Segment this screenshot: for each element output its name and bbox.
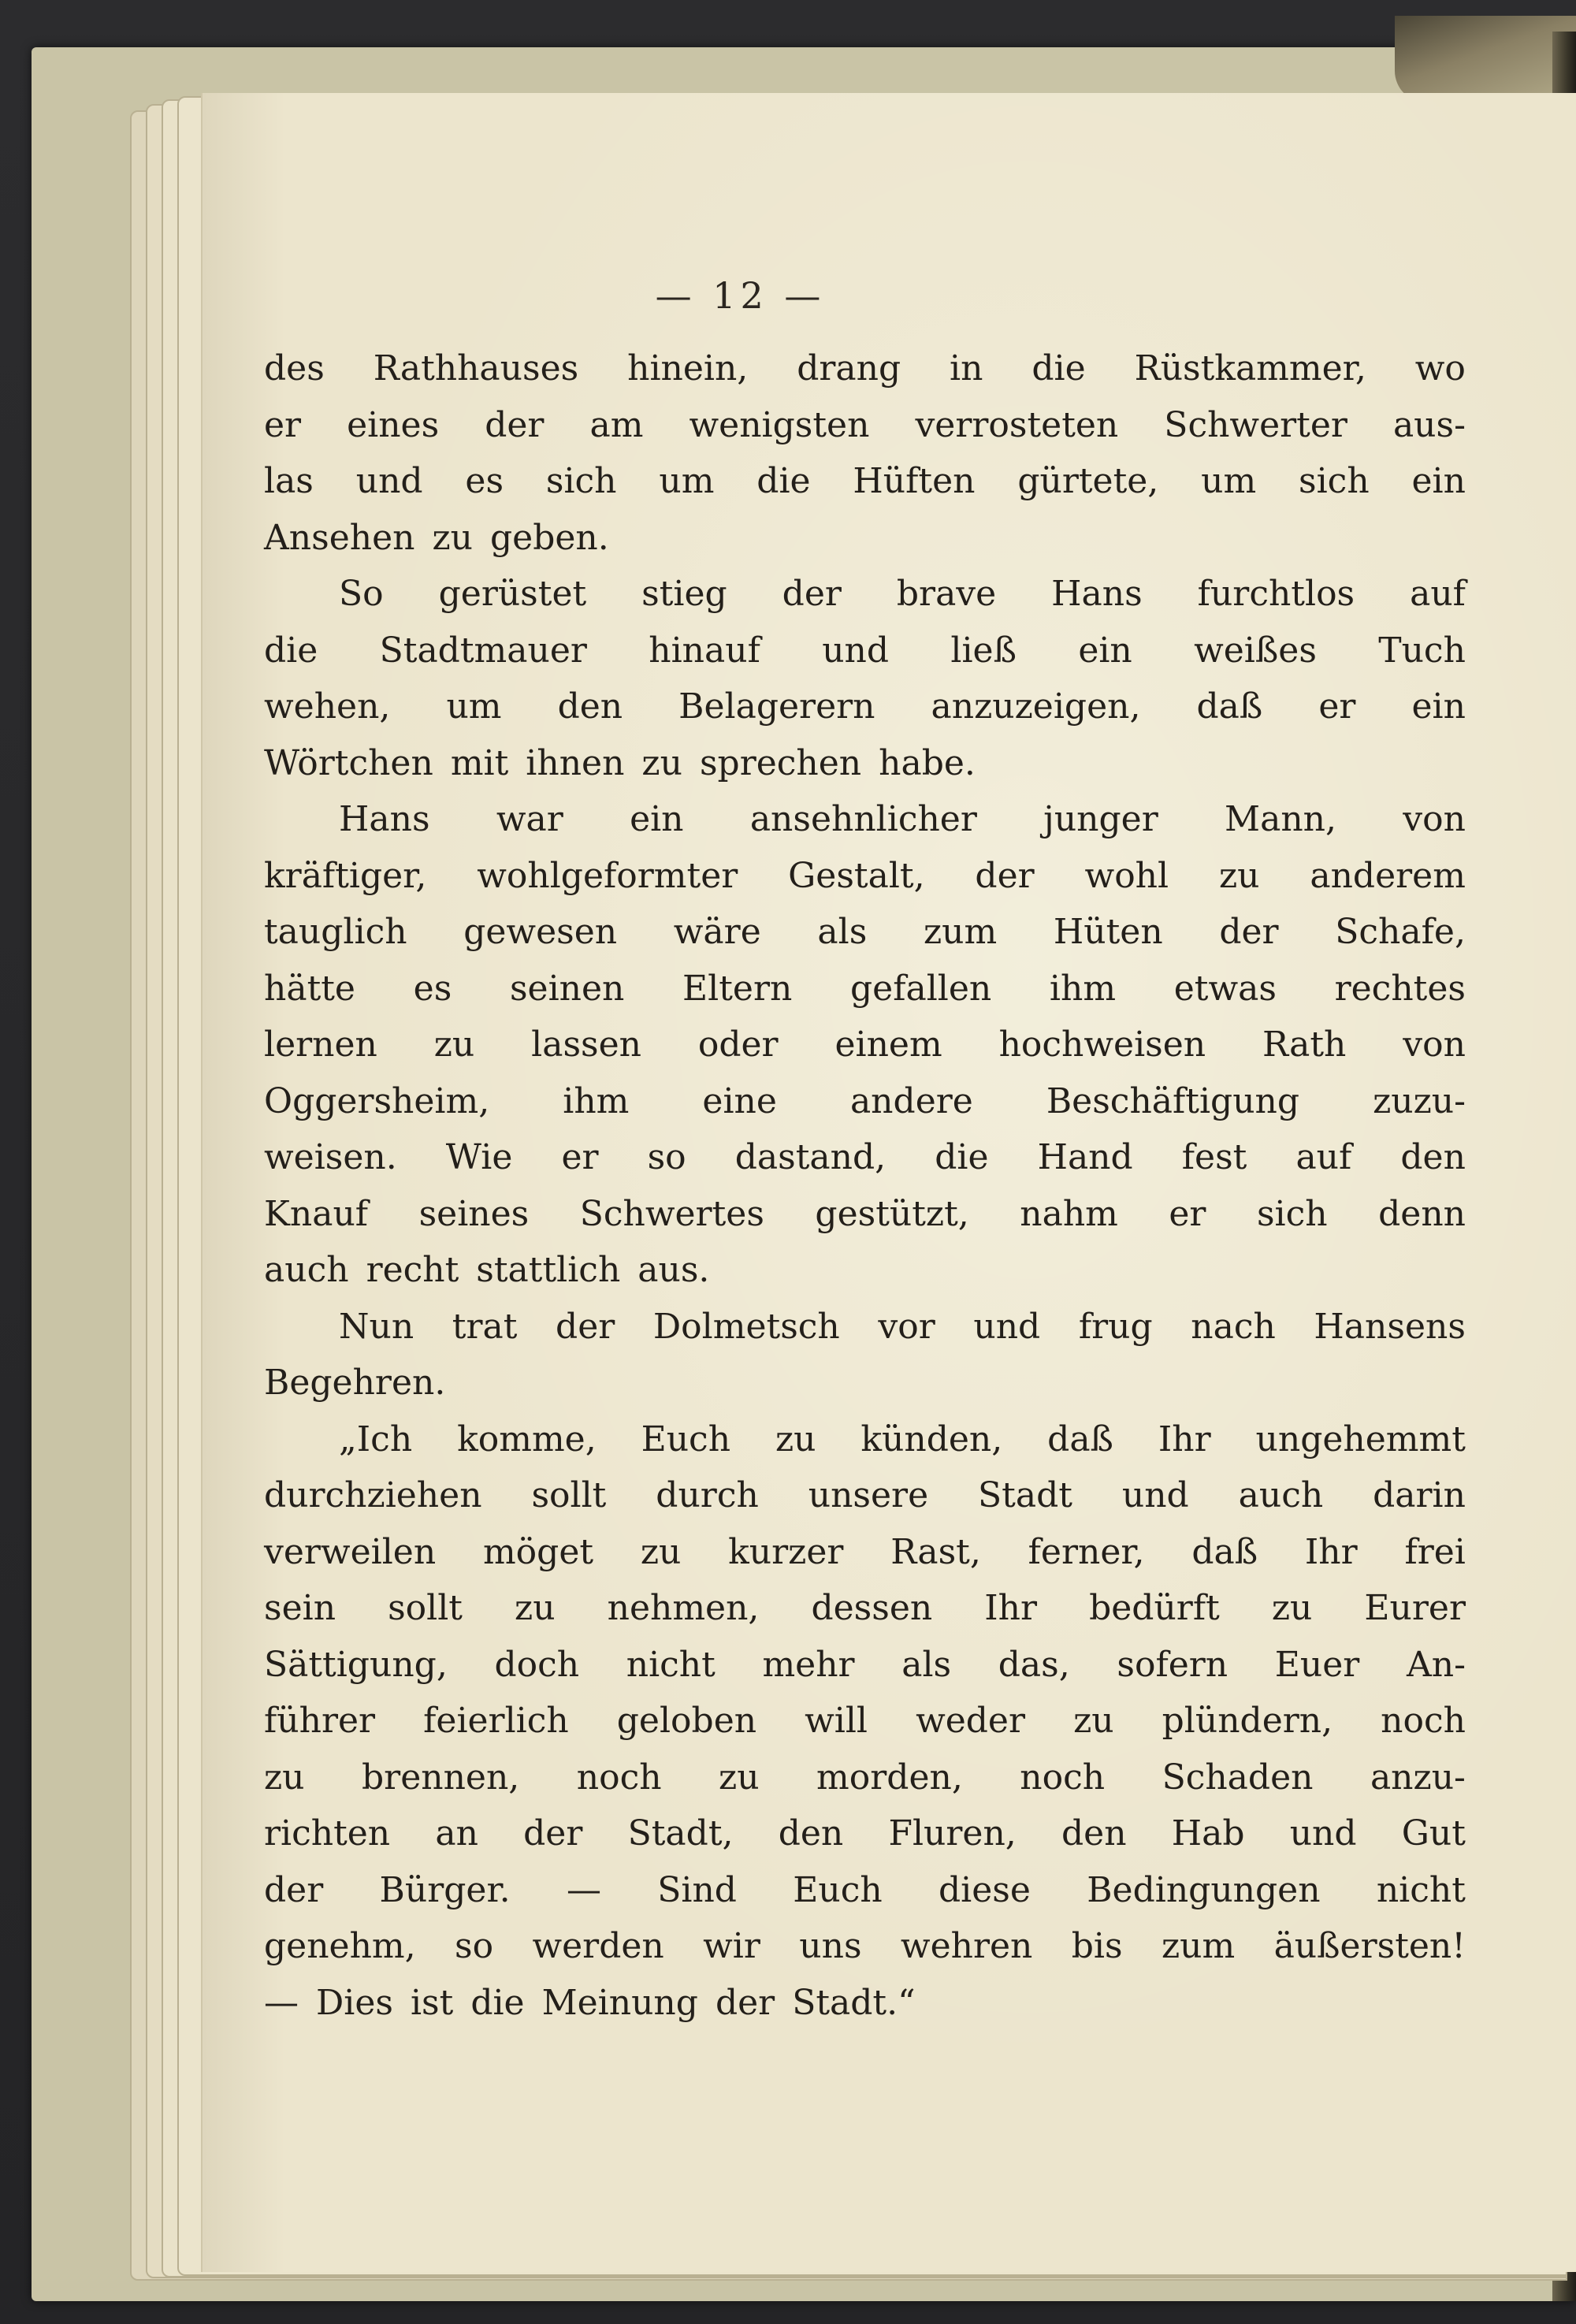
- text-line: [264, 397, 1466, 454]
- word: anzuzeigen,: [931, 686, 1141, 727]
- word: mit: [450, 742, 509, 783]
- word: Belagerern: [678, 686, 875, 727]
- word: ein: [1411, 461, 1466, 501]
- word: —: [264, 1982, 299, 2023]
- text-line: [264, 791, 1466, 848]
- text-line: [264, 1693, 1466, 1750]
- word: der: [975, 855, 1035, 896]
- word: junger: [1043, 799, 1158, 839]
- word: der: [782, 574, 842, 614]
- word: etwas: [1173, 968, 1277, 1009]
- text-line: [264, 1073, 1466, 1130]
- word: nicht: [626, 1644, 716, 1685]
- text-line: [264, 1242, 1466, 1299]
- word: eine: [702, 1080, 777, 1121]
- word: ungehemmt: [1255, 1419, 1466, 1459]
- word: denn: [1378, 1193, 1466, 1234]
- word: hinauf: [649, 630, 760, 671]
- word: zu: [264, 1757, 305, 1798]
- word: kräftiger,: [264, 855, 427, 896]
- word: Meinung: [541, 1982, 698, 2023]
- word: plündern,: [1162, 1701, 1333, 1741]
- text-line: [264, 1918, 1466, 1975]
- word: Schafe,: [1335, 912, 1466, 952]
- text-line: [264, 961, 1466, 1017]
- word: Bedingungen: [1087, 1869, 1321, 1910]
- word: an: [435, 1813, 478, 1854]
- word: sich: [545, 461, 617, 501]
- word: gewesen: [463, 912, 618, 952]
- word: drang: [797, 348, 901, 389]
- word: Gestalt,: [788, 855, 925, 896]
- word: Mann,: [1225, 799, 1336, 839]
- word: Ihr: [1158, 1419, 1211, 1459]
- word: zu: [515, 1588, 556, 1628]
- word: Hansens: [1314, 1306, 1466, 1347]
- word: Dies: [316, 1982, 393, 2023]
- word: Knauf: [264, 1193, 369, 1234]
- word: Ihr: [984, 1588, 1038, 1628]
- word: Rath: [1262, 1024, 1347, 1065]
- word: darin: [1373, 1475, 1466, 1515]
- word: möget: [482, 1531, 594, 1572]
- word: Euch: [793, 1869, 883, 1910]
- word: sein: [264, 1588, 336, 1628]
- text-line: [264, 1975, 1466, 2032]
- word: ist: [410, 1982, 454, 2023]
- word: wenigsten: [689, 404, 870, 445]
- word: Rast,: [890, 1531, 981, 1572]
- word: es: [413, 968, 452, 1009]
- word: auf: [1410, 574, 1466, 614]
- word: wäre: [673, 912, 761, 952]
- word: anzu-: [1370, 1757, 1466, 1798]
- word: Stadtmauer: [379, 630, 587, 671]
- word: richten: [264, 1813, 391, 1854]
- word: nahm: [1020, 1193, 1118, 1234]
- word: frei: [1404, 1531, 1466, 1572]
- word: zu: [1271, 1588, 1313, 1628]
- word: las: [264, 461, 314, 501]
- word: sofern: [1117, 1644, 1228, 1685]
- word: Schwerter: [1164, 404, 1347, 445]
- text-line: [264, 453, 1466, 510]
- word: am: [589, 404, 644, 445]
- word: den: [778, 1813, 844, 1854]
- text-line: [264, 735, 1466, 792]
- text-line: [264, 679, 1466, 735]
- word: der: [715, 1982, 775, 2023]
- word: Ansehen: [264, 517, 415, 558]
- word: nehmen,: [607, 1588, 760, 1628]
- word: um: [1201, 461, 1257, 501]
- word: Hüften: [853, 461, 976, 501]
- word: durch: [656, 1475, 759, 1515]
- word: um: [446, 686, 502, 727]
- word: wehren: [900, 1926, 1033, 1966]
- text-line: [264, 1017, 1466, 1073]
- word: noch: [576, 1757, 662, 1798]
- word: wehen,: [264, 686, 391, 727]
- word: Bürger.: [379, 1869, 511, 1910]
- text-line: [264, 1580, 1466, 1637]
- word: anderem: [1310, 855, 1466, 896]
- word: furchtlos: [1197, 574, 1355, 614]
- word: Hab: [1171, 1813, 1245, 1854]
- word: Schwertes: [579, 1193, 764, 1234]
- word: Rüstkammer,: [1134, 348, 1366, 389]
- text-line: [264, 1299, 1466, 1355]
- word: ihnen: [526, 742, 625, 783]
- word: Beschäftigung: [1046, 1080, 1300, 1121]
- word: zu: [775, 1419, 816, 1459]
- word: zum: [923, 912, 998, 952]
- word: Begehren.: [264, 1363, 446, 1403]
- word: sich: [1299, 461, 1370, 501]
- word: genehm,: [264, 1926, 416, 1966]
- word: die: [264, 630, 318, 671]
- word: hochweisen: [998, 1024, 1206, 1065]
- word: daß: [1047, 1419, 1113, 1459]
- word: zu: [433, 1024, 475, 1065]
- word: führer: [264, 1701, 376, 1741]
- page-number: — 12 —: [655, 274, 826, 317]
- word: seinen: [509, 968, 625, 1009]
- word: Nun: [339, 1306, 414, 1347]
- word: der: [1219, 912, 1279, 952]
- word: Schaden: [1162, 1757, 1314, 1798]
- word: geloben: [616, 1701, 757, 1741]
- word: zu: [641, 742, 682, 783]
- word: stattlich: [476, 1250, 621, 1290]
- word: wo: [1414, 348, 1466, 389]
- word: den: [557, 686, 623, 727]
- word: die: [1031, 348, 1086, 389]
- text-line: [264, 848, 1466, 905]
- word: will: [805, 1701, 868, 1741]
- word: der: [485, 404, 545, 445]
- word: lernen: [264, 1024, 377, 1065]
- text-line: [264, 623, 1466, 679]
- word: lassen: [531, 1024, 641, 1065]
- word: morden,: [816, 1757, 963, 1798]
- word: er: [264, 404, 302, 445]
- text-line: [264, 1411, 1466, 1468]
- word: er: [1318, 686, 1356, 727]
- word: gerüstet: [438, 574, 587, 614]
- word: zu: [719, 1757, 760, 1798]
- word: Hans: [339, 799, 430, 839]
- word: verweilen: [264, 1531, 437, 1572]
- word: recht: [366, 1250, 459, 1290]
- word: Hans: [1051, 574, 1143, 614]
- word: Euch: [641, 1419, 731, 1459]
- word: und: [1289, 1813, 1357, 1854]
- word: Dolmetsch: [652, 1306, 840, 1347]
- word: zu: [640, 1531, 682, 1572]
- word: nicht: [1376, 1869, 1466, 1910]
- word: —: [566, 1869, 601, 1910]
- text-line: [264, 1186, 1466, 1243]
- word: daß: [1196, 686, 1263, 727]
- word: Stadt,: [627, 1813, 734, 1854]
- word: So: [339, 574, 384, 614]
- word: verrosteten: [915, 404, 1119, 445]
- word: zu: [432, 517, 473, 558]
- word: andere: [849, 1080, 973, 1121]
- word: von: [1403, 799, 1466, 839]
- word: wir: [703, 1926, 760, 1966]
- word: doch: [494, 1644, 580, 1685]
- word: sollt: [531, 1475, 607, 1515]
- word: unsere: [808, 1475, 929, 1515]
- word: daß: [1191, 1531, 1258, 1572]
- word: Hüten: [1053, 912, 1163, 952]
- word: von: [1403, 1024, 1466, 1065]
- word: ein: [1411, 686, 1466, 727]
- word: bedürft: [1089, 1588, 1220, 1628]
- word: aus-: [1392, 404, 1466, 445]
- word: ein: [1078, 630, 1132, 671]
- text-line: [264, 1129, 1466, 1186]
- word: und: [355, 461, 423, 501]
- word: so: [647, 1137, 686, 1177]
- word: Gut: [1401, 1813, 1466, 1854]
- word: eines: [347, 404, 440, 445]
- word: und: [1121, 1475, 1189, 1515]
- word: ihm: [1049, 968, 1117, 1009]
- text-line: [264, 1467, 1466, 1524]
- word: der: [523, 1813, 583, 1854]
- word: zuzu-: [1373, 1080, 1466, 1121]
- word: um: [659, 461, 715, 501]
- word: seines: [418, 1193, 530, 1234]
- body-text: [264, 340, 1466, 2031]
- word: hinein,: [627, 348, 749, 389]
- word: so: [455, 1926, 494, 1966]
- word: ihm: [563, 1080, 630, 1121]
- word: es: [465, 461, 504, 501]
- word: wohlgeformter: [477, 855, 738, 896]
- word: bis: [1071, 1926, 1123, 1966]
- word: den: [1061, 1813, 1127, 1854]
- word: zu: [1218, 855, 1260, 896]
- word: komme,: [457, 1419, 597, 1459]
- word: weißes: [1194, 630, 1317, 671]
- word: weder: [916, 1701, 1026, 1741]
- word: geben.: [489, 517, 609, 558]
- word: Eurer: [1364, 1588, 1466, 1628]
- word: dessen: [811, 1588, 933, 1628]
- word: der: [264, 1869, 324, 1910]
- word: brave: [896, 574, 997, 614]
- word: Ihr: [1304, 1531, 1358, 1572]
- text-line: [264, 1750, 1466, 1806]
- word: sollt: [388, 1588, 463, 1628]
- word: Sättigung,: [264, 1644, 448, 1685]
- word: frug: [1078, 1306, 1153, 1347]
- word: fest: [1181, 1137, 1247, 1177]
- word: habe.: [879, 742, 976, 783]
- word: feierlich: [423, 1701, 569, 1741]
- word: und: [973, 1306, 1041, 1347]
- word: noch: [1020, 1757, 1106, 1798]
- word: Rathhauses: [373, 348, 579, 389]
- word: noch: [1381, 1701, 1466, 1741]
- word: uns: [799, 1926, 862, 1966]
- word: oder: [697, 1024, 779, 1065]
- word: hätte: [264, 968, 355, 1009]
- word: Wörtchen: [264, 742, 433, 783]
- word: werden: [532, 1926, 664, 1966]
- word: die: [470, 1982, 525, 2023]
- word: nach: [1191, 1306, 1276, 1347]
- word: gestützt,: [815, 1193, 969, 1234]
- word: stieg: [641, 574, 727, 614]
- text-line: [264, 1805, 1466, 1862]
- text-line: [264, 904, 1466, 961]
- word: Sind: [657, 1869, 737, 1910]
- word: des: [264, 348, 325, 389]
- text-line: [264, 1355, 1466, 1411]
- word: ansehnlicher: [749, 799, 977, 839]
- word: ein: [630, 799, 684, 839]
- text-line: [264, 1524, 1466, 1581]
- word: auch: [264, 1250, 349, 1290]
- word: ließ: [950, 630, 1017, 671]
- word: aus.: [637, 1250, 710, 1290]
- word: „Ich: [339, 1419, 413, 1459]
- word: Stadt: [978, 1475, 1072, 1515]
- word: vor: [878, 1306, 935, 1347]
- word: einem: [834, 1024, 942, 1065]
- word: trat: [452, 1306, 518, 1347]
- word: gürtete,: [1017, 461, 1159, 501]
- word: Eltern: [682, 968, 793, 1009]
- text-line: [264, 1637, 1466, 1694]
- word: An-: [1406, 1644, 1466, 1685]
- word: Wie: [445, 1137, 513, 1177]
- word: sprechen: [699, 742, 862, 783]
- word: kurzer: [728, 1531, 844, 1572]
- word: weisen.: [264, 1137, 397, 1177]
- word: diese: [939, 1869, 1031, 1910]
- word: Oggersheim,: [264, 1080, 490, 1121]
- word: als: [901, 1644, 952, 1685]
- word: äußersten!: [1273, 1926, 1466, 1966]
- word: Stadt.“: [792, 1982, 916, 2023]
- word: das,: [998, 1644, 1070, 1685]
- cover-corner: [1395, 16, 1576, 102]
- word: zum: [1161, 1926, 1236, 1966]
- word: auch: [1238, 1475, 1324, 1515]
- word: wohl: [1084, 855, 1169, 896]
- word: sich: [1256, 1193, 1328, 1234]
- word: künden,: [860, 1419, 1003, 1459]
- word: und: [822, 630, 890, 671]
- word: in: [950, 348, 983, 389]
- word: ferner,: [1028, 1531, 1145, 1572]
- word: er: [561, 1137, 599, 1177]
- word: gefallen: [850, 968, 992, 1009]
- word: Tuch: [1378, 630, 1466, 671]
- word: er: [1169, 1193, 1206, 1234]
- word: als: [817, 912, 868, 952]
- word: die: [935, 1137, 989, 1177]
- word: tauglich: [264, 912, 407, 952]
- word: Fluren,: [888, 1813, 1017, 1854]
- word: auf: [1295, 1137, 1352, 1177]
- word: den: [1400, 1137, 1466, 1177]
- word: war: [496, 799, 563, 839]
- text-line: [264, 510, 1466, 567]
- word: Euer: [1274, 1644, 1360, 1685]
- word: der: [556, 1306, 615, 1347]
- word: durchziehen: [264, 1475, 482, 1515]
- text-line: [264, 1862, 1466, 1919]
- text-line: [264, 340, 1466, 397]
- word: zu: [1073, 1701, 1114, 1741]
- word: die: [756, 461, 811, 501]
- word: dastand,: [734, 1137, 886, 1177]
- word: rechtes: [1334, 968, 1466, 1009]
- word: Hand: [1037, 1137, 1133, 1177]
- word: mehr: [762, 1644, 855, 1685]
- word: brennen,: [362, 1757, 520, 1798]
- text-line: [264, 566, 1466, 623]
